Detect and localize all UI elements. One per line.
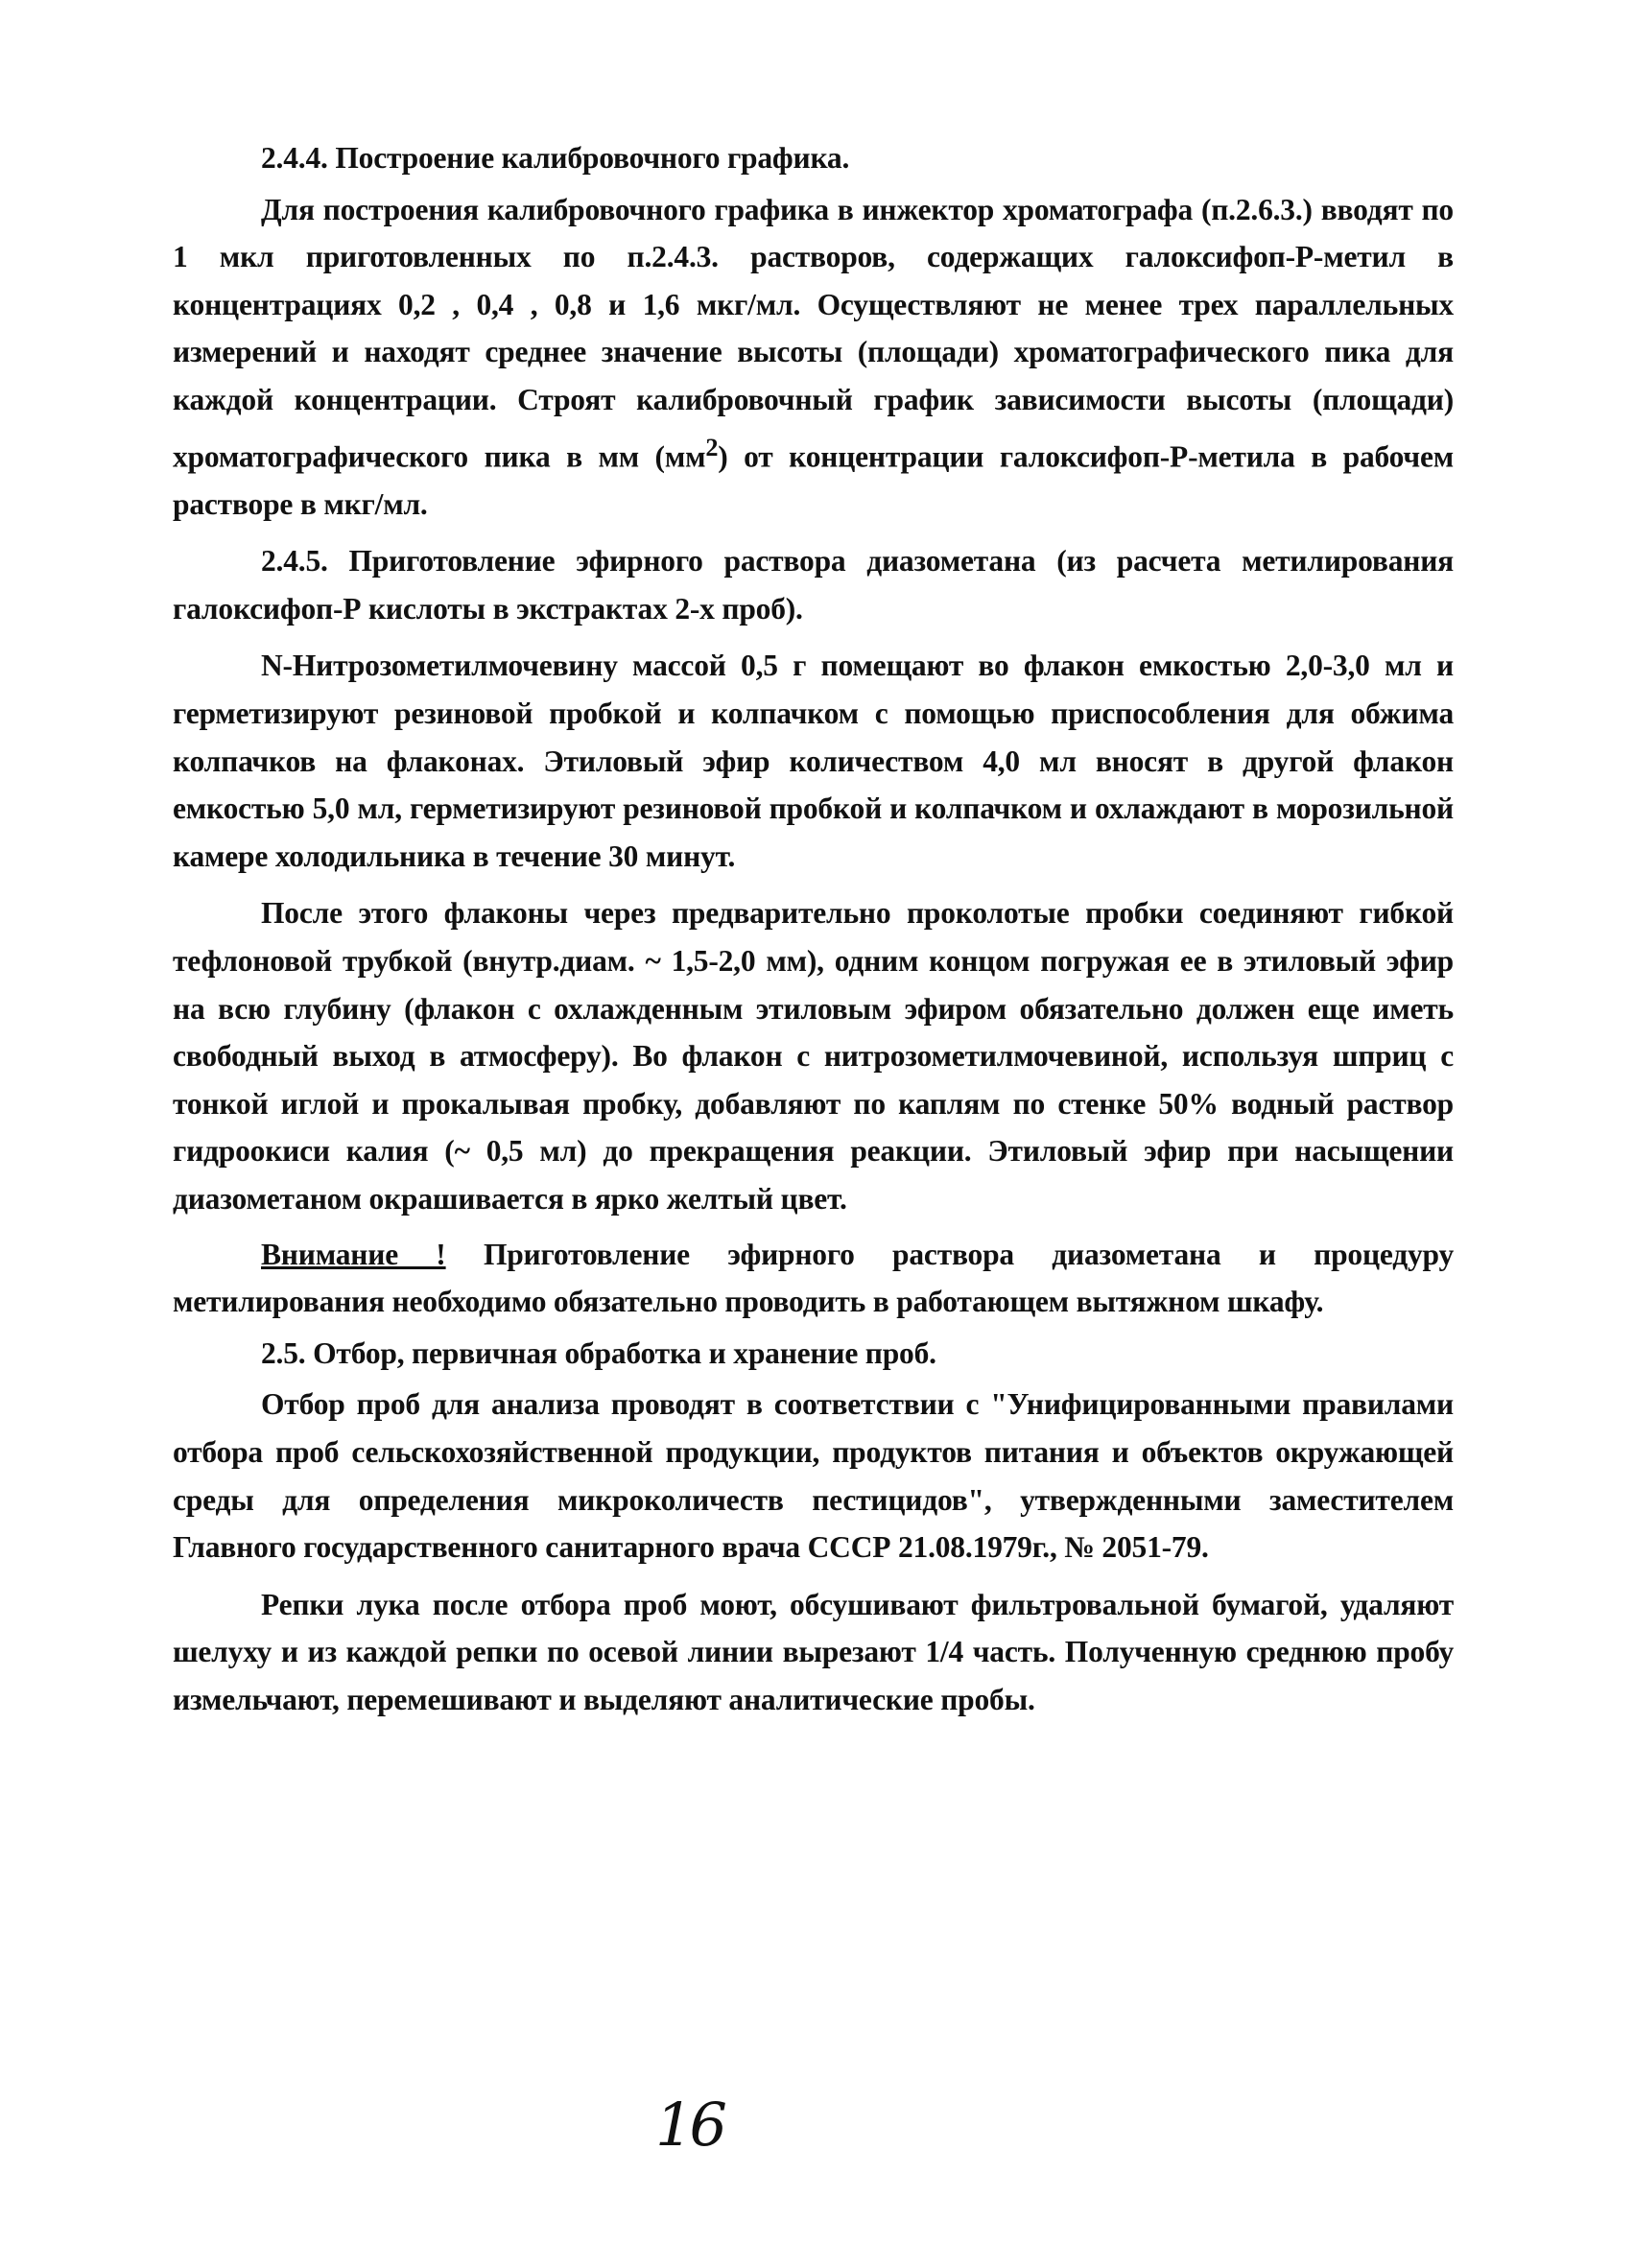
paragraph-onion-preparation: Репки лука после отбора проб моют, обсушивают фильтровальной бумагой, удаляют шелуху и из каждой репки по осевой линии вырезают 1/4 часть. Полученную среднюю пробу измельчают, перемешивают и выделяют аналитические пробы. — [173, 1587, 1454, 1716]
paragraph-attention — [173, 1231, 1454, 1326]
paragraph-nitrosomethylurea: N-Нитрозометилмочевину массой 0,5 г помещают во флакон емкостью 2,0-3,0 мл и герметизируют резиновой пробкой и колпачком с помощью приспособления для обжима колпачков на флаконах. Этиловый эфир количеством 4,0 мл вносят в другой флакон емкостью 5,0 мл, герметизируют резиновой пробкой и колпачком и охлаждают в морозильной камере холодильника в течение 30 минут. — [173, 649, 1454, 873]
document-body — [173, 134, 1454, 1724]
attention-text: Приготовление эфирного раствора диазометана и процедуру метилирования необходимо обязательно проводить в работающем вытяжном шкафу. — [173, 1237, 1454, 1319]
section-heading-2-4-4: 2.4.4. Построение калибровочного графика. — [261, 141, 850, 175]
page-number: 16 — [655, 2090, 723, 2160]
attention-label: Внимание ! — [261, 1237, 446, 1271]
paragraph-text: ) от концентрации галоксифоп-Р-метила в рабочем растворе в мкг/мл. — [173, 439, 1454, 521]
paragraph-calibration-graph — [173, 186, 1454, 529]
section-heading-2-4-5: 2.4.5. Приготовление эфирного раствора диазометана (из расчета метилирования галоксифоп-Р кислоты в экстрактах 2-х проб). — [173, 544, 1454, 626]
paragraph-text: Для построения калибровочного графика в инжектор хроматографа (п.2.6.3.) вводят по 1 мкл приготовленных по п.2.4.3. растворов, содержащих галоксифоп-Р-метил в концентрациях 0,2 , 0,4 , 0,8 и 1,6 мкг/мл. Осуществляют не менее трех параллельных измерений и находят среднее значение высоты (площади) хроматографического пика для каждой концентрации. Строят калибровочный график зависимости высоты (площади) хроматографического пика в мм (мм — [173, 192, 1454, 474]
paragraph-flask-connection: После этого флаконы через предварительно проколотые пробки соединяют гибкой тефлоновой трубкой (внутр.диам. ~ 1,5-2,0 мм), одним концом погружая ее в этиловый эфир на всю глубину (флакон с охлажденным этиловым эфиром обязательно должен еще иметь свободный выход в атмосферу). Во флакон с нитрозометилмочевиной, используя шприц с тонкой иглой и прокалывая пробку, добавляют по каплям по стенке 50% водный раствор гидроокиси калия (~ 0,5 мл) до прекращения реакции. Этиловый эфир при насыщении диазометаном окрашивается в ярко желтый цвет. — [173, 896, 1454, 1216]
section-heading-2-5: 2.5. Отбор, первичная обработка и хранение проб. — [261, 1335, 936, 1370]
superscript-2: 2 — [705, 433, 719, 461]
paragraph-sampling-rules: Отбор проб для анализа проводят в соответствии с "Унифицированными правилами отбора проб сельскохозяйственной продукции, продуктов питания и объектов окружающей среды для определения микроколичеств пестицидов", утвержденными заместителем Главного государственного санитарного врача СССР 21.08.1979г., № 2051-79. — [173, 1387, 1454, 1565]
